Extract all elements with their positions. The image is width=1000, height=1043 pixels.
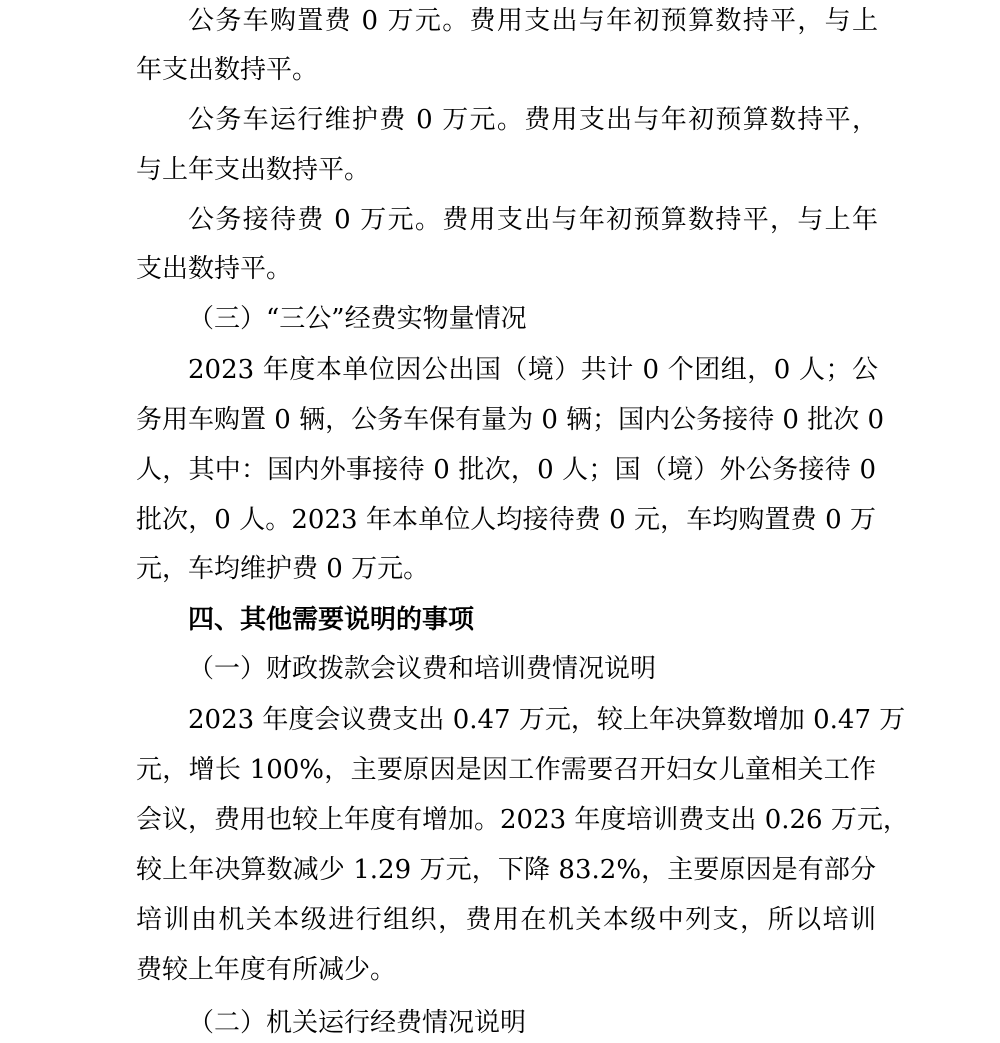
text-line: 务用车购置 0 辆，公务车保有量为 0 辆；国内公务接待 0 批次 0 <box>136 405 885 435</box>
text-line: 批次，0 人。2023 年本单位人均接待费 0 元，车均购置费 0 万 <box>136 505 876 535</box>
text-line: 人，其中：国内外事接待 0 批次，0 人；国（境）外公务接待 0 <box>136 455 876 485</box>
text-line: 会议，费用也较上年度有增加。2023 年度培训费支出 0.26 万元， <box>136 805 909 835</box>
text-line: 培训由机关本级进行组织，费用在机关本级中列支，所以培训 <box>136 905 876 935</box>
text-line: 2023 年度本单位因公出国（境）共计 0 个团组，0 人；公 <box>188 355 878 385</box>
section-heading: （二）机关运行经费情况说明 <box>188 1008 527 1038</box>
text-line: 较上年决算数减少 1.29 万元，下降 83.2%，主要原因是有部分 <box>136 855 876 885</box>
text-line: 年支出数持平。 <box>136 55 319 85</box>
text-line: 元，增长 100%，主要原因是因工作需要召开妇女儿童相关工作 <box>136 755 876 785</box>
text-line: 公务车运行维护费 0 万元。费用支出与年初预算数持平， <box>188 105 878 135</box>
chapter-heading: 四、其他需要说明的事项 <box>188 605 475 635</box>
text-line: 元，车均维护费 0 万元。 <box>136 554 430 584</box>
text-line: 公务接待费 0 万元。费用支出与年初预算数持平，与上年 <box>188 205 878 235</box>
section-heading: （三）“三公”经费实物量情况 <box>188 304 527 334</box>
text-line: 与上年支出数持平。 <box>136 155 371 185</box>
section-heading: （一）财政拨款会议费和培训费情况说明 <box>188 654 657 684</box>
text-line: 费较上年度有所减少。 <box>136 955 397 985</box>
text-line: 支出数持平。 <box>136 254 293 284</box>
text-line: 公务车购置费 0 万元。费用支出与年初预算数持平，与上 <box>188 6 878 36</box>
text-line: 2023 年度会议费支出 0.47 万元，较上年决算数增加 0.47 万 <box>188 705 906 735</box>
